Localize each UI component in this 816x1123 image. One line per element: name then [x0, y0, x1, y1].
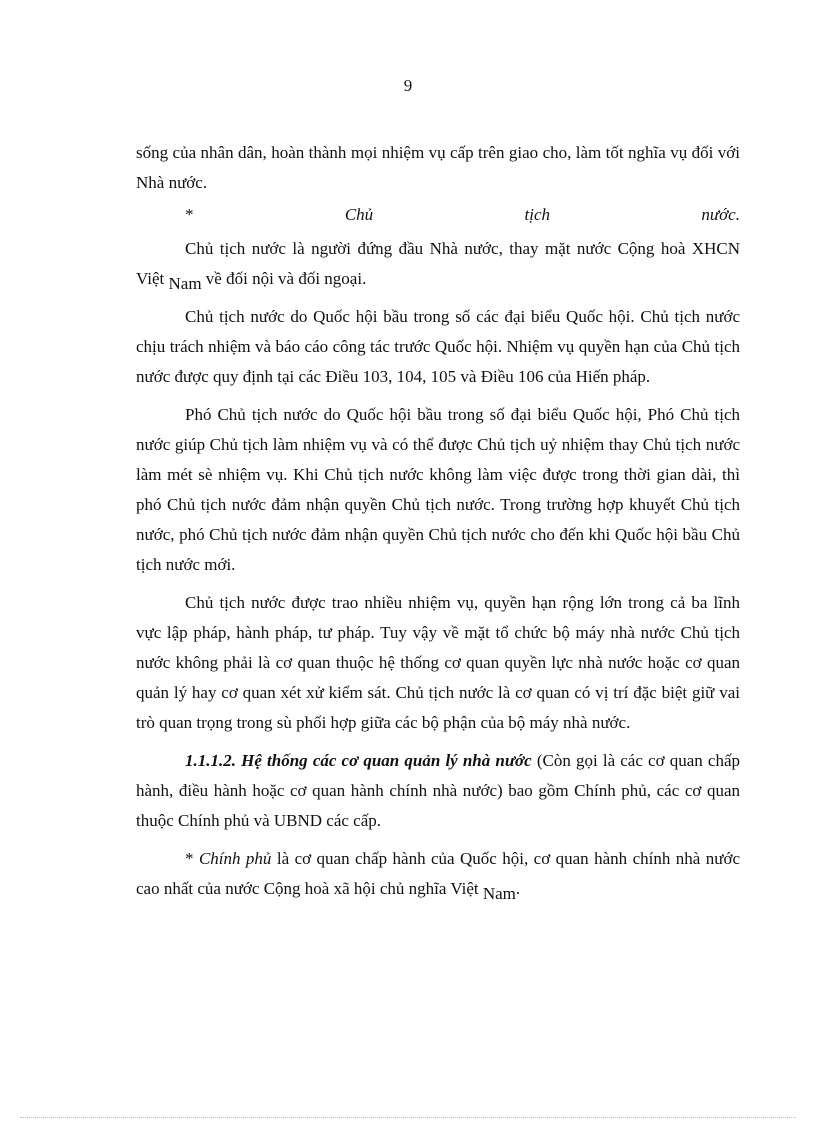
paragraph-text: Chủ tịch nước là người đứng đầu Nhà nước, thay mặt nước Cộng hoà XHCN Việt [136, 239, 740, 288]
paragraph-text: (Còn gọi là các cơ quan chấp hành, điều hành hoặc cơ quan hành chính nhà nước) bao gồm Chính phủ, các cơ quan thuộc Chính phủ và UBND các cấp. [136, 751, 740, 830]
paragraph-text: là cơ quan chấp hành của Quốc hội, cơ quan hành chính nhà nước cao nhất của nước Cộng hoà xã hội chủ nghĩa Việt [136, 849, 741, 898]
paragraph-text: về đối nội và đối ngoại. [201, 269, 367, 288]
paragraph-text-nam: Nam [168, 274, 202, 293]
bullet-star: * [185, 849, 199, 868]
paragraph-admin-system [136, 746, 740, 836]
paragraph-president-role [136, 234, 740, 294]
heading-bullet: * [185, 205, 194, 224]
paragraph-vice-president: Phó Chủ tịch nước do Quốc hội bầu trong số đại biểu Quốc hội, Phó Chủ tịch nước giúp Chủ tịch làm nhiệm vụ và có thể được Chủ tịch uỷ nhiệm thay Chủ tịch nước làm mét sè nhiệm vụ. Khi Chủ tịch nước không làm việc được trong thời gian dài, thì phó Chủ tịch nước đảm nhận quyền Chủ tịch nước. Trong trường hợp khuyết Chủ tịch nước, phó Chủ tịch nước đảm nhận quyền Chủ tịch nước cho đến khi Quốc hội bầu Chủ tịch nước mới. [136, 405, 740, 574]
subsection-heading: 1.1.1.2. Hệ thống các cơ quan quản lý nhà nước [185, 751, 532, 770]
page-bottom-rule [20, 1117, 796, 1118]
paragraph-president-election: Chủ tịch nước do Quốc hội bầu trong số các đại biểu Quốc hội. Chủ tịch nước chịu trách nhiệm và báo cáo công tác trước Quốc hội. Nhiệm vụ quyền hạn của Chủ tịch nước được quy định tại các Điều 103, 104, 105 và Điều 106 của Hiến pháp. [136, 307, 740, 386]
paragraph-text-nam: Nam [482, 884, 516, 903]
term-government: Chính phủ [198, 849, 272, 868]
section-heading-president [136, 200, 740, 230]
paragraph-president-powers: Chủ tịch nước được trao nhiều nhiệm vụ, quyền hạn rộng lớn trong cả ba lĩnh vực lập pháp, hành pháp, tư pháp. Tuy vậy về mặt tổ chức bộ máy nhà nước Chủ tịch nước không phải là cơ quan thuộc hệ thống cơ quan quyền lực nhà nước hoặc cơ quan quản lý hay cơ quan xét xử kiểm sát. Chủ tịch nước là cơ quan có vị trí đặc biệt giữ vai trò quan trọng trong sù phối hợp giữa các bộ phận của bộ máy nhà nước. [136, 593, 740, 732]
heading-word-1: Chủ [344, 205, 374, 224]
paragraph-government [136, 844, 740, 904]
page-number: 9 [403, 76, 413, 95]
document-body [136, 138, 740, 906]
paragraph-continuation: sống của nhân dân, hoàn thành mọi nhiệm vụ cấp trên giao cho, làm tốt nghĩa vụ đối với Nhà nước. [136, 143, 740, 192]
paragraph-text: . [515, 879, 521, 898]
heading-word-2: tịch [524, 205, 550, 224]
heading-word-3: nước. [701, 205, 740, 224]
